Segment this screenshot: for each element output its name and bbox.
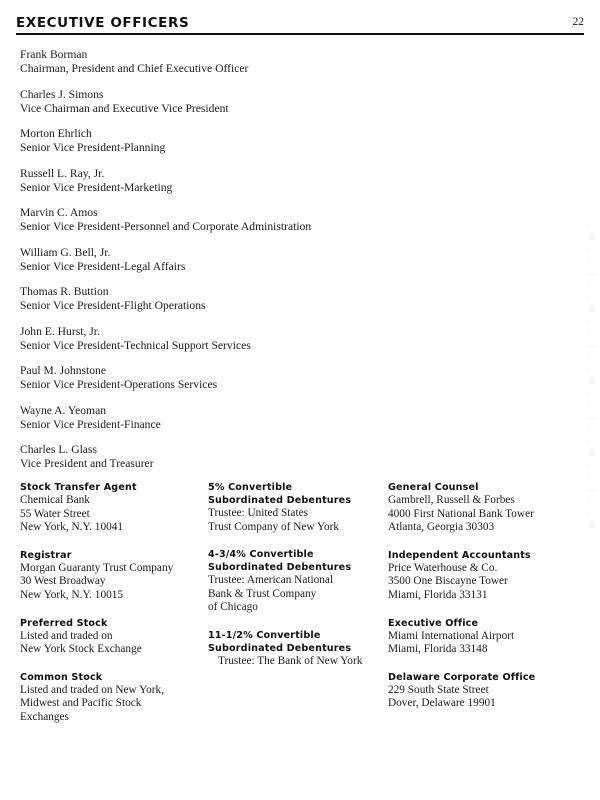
info-block-line: Trust Company of New York (208, 520, 340, 533)
info-block-line: 229 South State Street (388, 683, 489, 696)
scan-artifact-mark: — (588, 305, 596, 314)
officer-entry (20, 404, 350, 432)
info-block-line: Gambrell, Russell & Forbes (388, 494, 515, 506)
scan-artifact-mark: — (588, 377, 596, 386)
scan-artifact-mark: · (588, 389, 591, 398)
info-block-line: Bank & Trust Company (208, 587, 317, 600)
officer-name: Charles J. Simons (20, 87, 104, 101)
info-block-heading: Subordinated Debentures (208, 642, 352, 654)
officer-entry (20, 127, 350, 155)
scan-artifact-mark: · (588, 353, 591, 362)
info-block-line: Trustee: American National (208, 574, 334, 587)
info-block-line: Price Waterhouse & Co. (388, 561, 498, 574)
scan-artifact-mark: · (588, 473, 591, 482)
info-block-line: New York Stock Exchange (20, 643, 142, 656)
info-block-line: 4000 First National Bank Tower (388, 507, 534, 520)
info-block-line: Trustee: United States (208, 507, 308, 519)
info-block-heading: Subordinated Debentures (208, 495, 352, 506)
info-block-line: Listed and traded on New York, (20, 683, 165, 696)
officer-name: Thomas R. Buttion (20, 285, 109, 298)
officer-name: Morton Ehrlich (20, 127, 92, 140)
officer-entry (20, 246, 350, 274)
scan-edge-artifacts (588, 220, 598, 532)
page-header (16, 14, 584, 32)
info-column-1 (20, 481, 200, 739)
info-block (20, 671, 200, 725)
scan-artifact-mark: · (588, 281, 591, 290)
scan-artifact-mark: · (588, 425, 591, 434)
officer-name: William G. Bell, Jr. (20, 245, 111, 259)
officer-title: Senior Vice President-Personnel and Corporate Administration (20, 220, 312, 233)
scan-artifact-mark: · (588, 257, 591, 266)
scan-artifact-mark: — (588, 233, 596, 242)
officer-entry (20, 325, 350, 353)
info-block-heading: Preferred Stock (20, 617, 108, 629)
officer-entry (20, 167, 350, 195)
info-block-line: Morgan Guaranty Trust Company (20, 561, 174, 574)
info-block-heading: Common Stock (20, 671, 103, 683)
info-block-heading: General Counsel (388, 482, 479, 493)
executive-officers-list (20, 48, 350, 483)
info-block-line: Trustee: The Bank of New York (218, 654, 363, 667)
officer-name: Russell L. Ray, Jr. (20, 166, 105, 180)
corporate-information-columns (0, 481, 600, 723)
info-block-heading: 4-3/4% Convertible (208, 549, 314, 561)
scan-artifact-mark: — (588, 449, 596, 458)
officer-entry (20, 443, 350, 471)
info-block (20, 481, 200, 535)
info-block-line: 55 Water Street (20, 507, 90, 520)
officer-name: Paul M. Johnstone (20, 364, 106, 377)
scan-artifact-mark: · (588, 401, 591, 410)
page-number: 22 (572, 16, 584, 28)
officer-title: Senior Vice President-Operations Services (20, 378, 218, 391)
officer-entry (20, 206, 350, 234)
scan-artifact-mark: — (588, 341, 596, 350)
info-block (388, 671, 588, 711)
officer-name: Charles L. Glass (20, 443, 97, 456)
info-column-2 (208, 481, 383, 683)
page-title: EXECUTIVE OFFICERS (16, 15, 190, 31)
header-divider (16, 33, 584, 35)
officer-title: Senior Vice President-Marketing (20, 180, 173, 194)
info-block-line: Miami, Florida 33131 (388, 588, 488, 601)
info-block-heading: Registrar (20, 549, 72, 561)
info-block-heading: 11-1/2% Convertible (208, 629, 321, 641)
officer-title: Senior Vice President-Legal Affairs (20, 259, 186, 273)
info-column-3 (388, 481, 588, 725)
info-block-line: 3500 One Biscayne Tower (388, 575, 508, 588)
info-block-line: Miami International Airport (388, 629, 515, 642)
info-block-line: Exchanges (20, 710, 69, 723)
info-block (20, 549, 200, 603)
info-block-heading: 5% Convertible (208, 482, 293, 493)
scan-artifact-mark: · (588, 509, 591, 518)
scan-artifact-mark: · (588, 293, 591, 302)
info-block-line: of Chicago (208, 601, 258, 614)
scan-artifact-mark: · (588, 437, 591, 446)
scan-artifact-mark: — (588, 485, 596, 494)
info-block-line: 30 West Broadway (20, 575, 106, 588)
scan-artifact-mark: — (588, 521, 596, 530)
officer-name: Frank Borman (20, 48, 88, 61)
scan-artifact-mark: · (588, 329, 591, 338)
officer-name: Wayne A. Yeoman (20, 403, 107, 417)
info-block-heading: Stock Transfer Agent (20, 482, 137, 493)
officer-title: Senior Vice President-Technical Support Services (20, 338, 251, 352)
info-block (388, 549, 588, 603)
officer-name: John E. Hurst, Jr. (20, 324, 100, 338)
scan-artifact-mark: · (588, 461, 591, 470)
officer-entry (20, 48, 350, 76)
officer-title: Vice Chairman and Executive Vice President (20, 101, 229, 115)
scan-artifact-mark: · (588, 497, 591, 506)
info-block (388, 617, 588, 657)
officer-entry (20, 364, 350, 392)
info-block (208, 481, 383, 534)
scan-artifact-mark: — (588, 269, 596, 278)
info-block (208, 548, 383, 615)
officer-name: Marvin C. Amos (20, 206, 98, 219)
info-block-line: Dover, Delaware 19901 (388, 697, 496, 710)
info-block-heading: Delaware Corporate Office (388, 671, 536, 683)
info-block-heading: Executive Office (388, 617, 479, 629)
info-block-line: Listed and traded on (20, 629, 113, 642)
info-block-line: Midwest and Pacific Stock (20, 697, 142, 710)
scan-artifact-mark: — (588, 413, 596, 422)
info-block-line: Atlanta, Georgia 30303 (388, 521, 495, 534)
info-block (20, 617, 200, 657)
info-block-heading: Subordinated Debentures (208, 562, 352, 574)
info-block-line: New York, N.Y. 10015 (20, 588, 124, 601)
info-block (388, 481, 588, 535)
scan-artifact-mark: · (588, 245, 591, 254)
info-block-line: New York, N.Y. 10041 (20, 521, 124, 534)
info-block-line: Miami, Florida 33148 (388, 643, 488, 656)
info-block-heading: Independent Accountants (388, 549, 531, 561)
officer-title: Vice President and Treasurer (20, 457, 154, 470)
info-block (208, 629, 383, 669)
scan-artifact-mark: · (588, 365, 591, 374)
scan-artifact-mark: · (588, 317, 591, 326)
officer-title: Senior Vice President-Finance (20, 417, 161, 431)
scan-artifact-mark: · (588, 221, 591, 230)
officer-entry (20, 88, 350, 116)
info-block-line: Chemical Bank (20, 494, 90, 506)
officer-title: Senior Vice President-Flight Operations (20, 299, 206, 312)
officer-title: Chairman, President and Chief Executive Officer (20, 62, 249, 75)
officer-entry (20, 285, 350, 313)
officer-title: Senior Vice President-Planning (20, 141, 166, 154)
